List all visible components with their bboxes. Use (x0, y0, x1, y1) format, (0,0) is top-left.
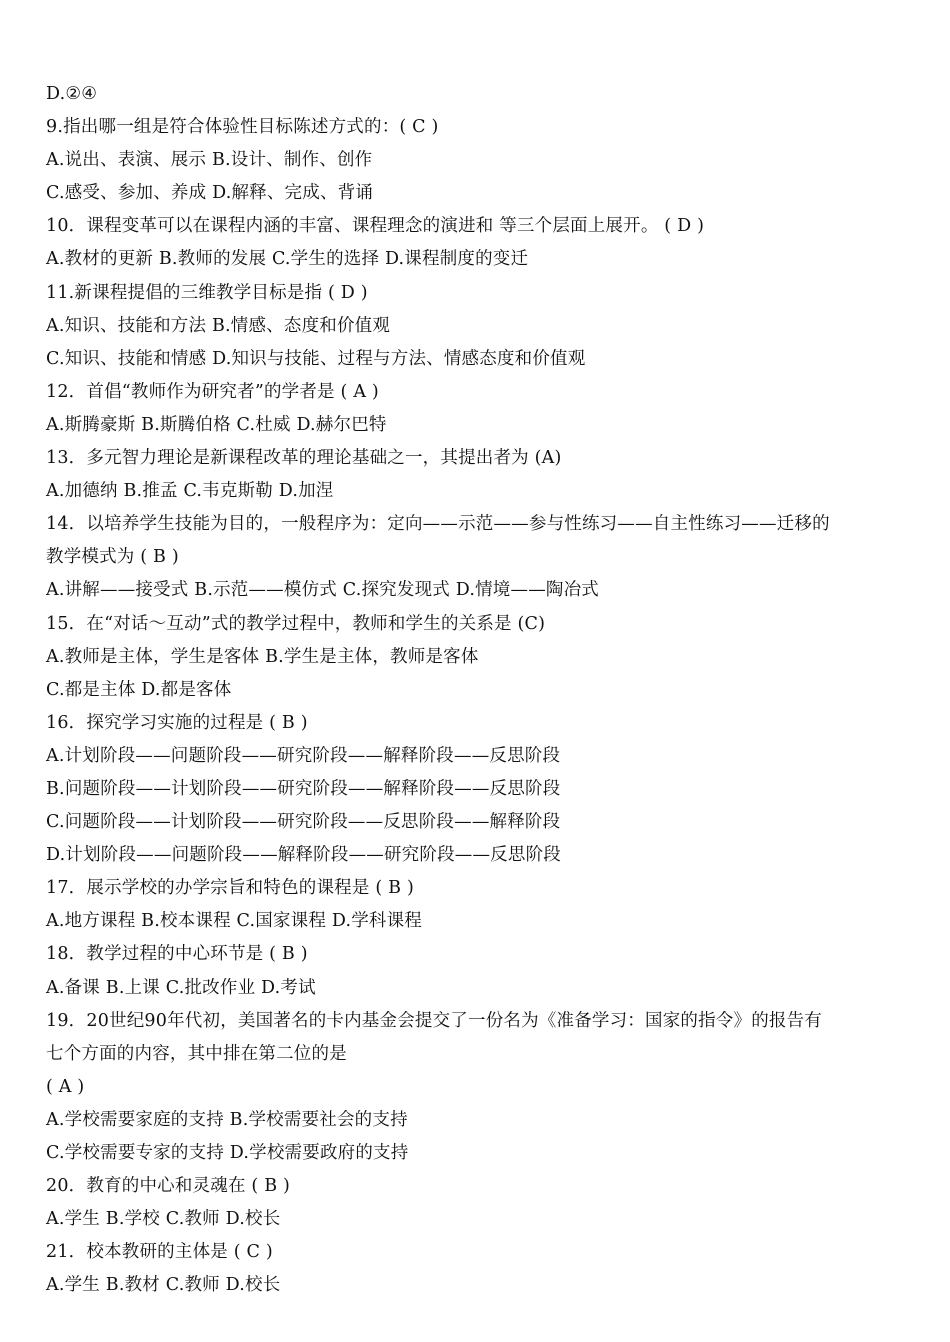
text-line: ( A ) (46, 1076, 85, 1097)
text-line: A.讲解——接受式 B.示范——模仿式 C.探究发现式 D.情境——陶冶式 (46, 580, 600, 601)
text-line: 14．以培养学生技能为目的，一般程序为：定向——示范——参与性练习——自主性练习——迁移的 (46, 514, 830, 535)
text-line: A.学生 B.学校 C.教师 D.校长 (46, 1209, 281, 1230)
text-line: A.教师是主体，学生是客体 B.学生是主体，教师是客体 (46, 646, 479, 667)
text-line: 12．首倡“教师作为研究者”的学者是 ( A ) (46, 381, 379, 402)
text-line: B.问题阶段——计划阶段——研究阶段——解释阶段——反思阶段 (46, 778, 561, 799)
text-line: C.知识、技能和情感 D.知识与技能、过程与方法、情感态度和价值观 (46, 348, 586, 369)
text-line: A.教材的更新 B.教师的发展 C.学生的选择 D.课程制度的变迁 (46, 249, 529, 270)
text-line: A.备课 B.上课 C.批改作业 D.考试 (46, 977, 316, 998)
text-line: A.计划阶段——问题阶段——研究阶段——解释阶段——反思阶段 (46, 745, 561, 766)
text-line: 13．多元智力理论是新课程改革的理论基础之一，其提出者为 (A) (46, 448, 562, 469)
text-line: A.加德纳 B.推孟 C.韦克斯勒 D.加涅 (46, 481, 334, 502)
text-line: 20．教育的中心和灵魂在 ( B ) (46, 1176, 291, 1197)
text-line: D.计划阶段——问题阶段——解释阶段——研究阶段——反思阶段 (46, 845, 561, 866)
text-line: C.学校需要专家的支持 D.学校需要政府的支持 (46, 1143, 409, 1163)
text-line: 17．展示学校的办学宗旨和特色的课程是 ( B ) (46, 878, 414, 899)
text-line: 10．课程变革可以在课程内涵的丰富、课程理念的演进和 等三个层面上展开。 ( D ) (46, 216, 705, 237)
text-line: 教学模式为 ( B ) (46, 547, 179, 568)
text-line: 21．校本教研的主体是 ( C ) (46, 1242, 273, 1263)
text-line: 18．教学过程的中心环节是 ( B ) (46, 944, 308, 965)
text-line: 七个方面的内容，其中排在第二位的是 (46, 1043, 347, 1064)
text-line: A.斯腾豪斯 B.斯腾伯格 C.杜威 D.赫尔巴特 (46, 414, 387, 435)
text-line: C.问题阶段——计划阶段——研究阶段——反思阶段——解释阶段 (46, 812, 561, 833)
document-page (46, 78, 916, 1302)
text-line: 11.新课程提倡的三维教学目标是指 ( D ) (46, 282, 368, 303)
text-line: 16．探究学习实施的过程是 ( B ) (46, 712, 308, 733)
text-line: 19．20世纪90年代初，美国著名的卡内基金会提交了一份名为《准备学习：国家的指令》的报告有 (46, 1010, 823, 1031)
text-line: 15．在“对话～互动”式的教学过程中，教师和学生的关系是 (C) (46, 613, 546, 634)
text-line: A.学生 B.教材 C.教师 D.校长 (46, 1275, 281, 1296)
text-line: 9.指出哪一组是符合体验性目标陈述方式的：( C ) (46, 117, 439, 138)
text-line: A.学校需要家庭的支持 B.学校需要社会的支持 (46, 1109, 408, 1130)
text-line: A.知识、技能和方法 B.情感、态度和价值观 (46, 315, 391, 336)
text-line: A.说出、表演、展示 B.设计、制作、创作 (46, 150, 373, 171)
text-line: A.地方课程 B.校本课程 C.国家课程 D.学科课程 (46, 911, 423, 932)
text-line: D.②④ (46, 84, 98, 104)
text-line: C.感受、参加、养成 D.解释、完成、背诵 (46, 183, 374, 204)
text-line: C.都是主体 D.都是客体 (46, 679, 232, 700)
